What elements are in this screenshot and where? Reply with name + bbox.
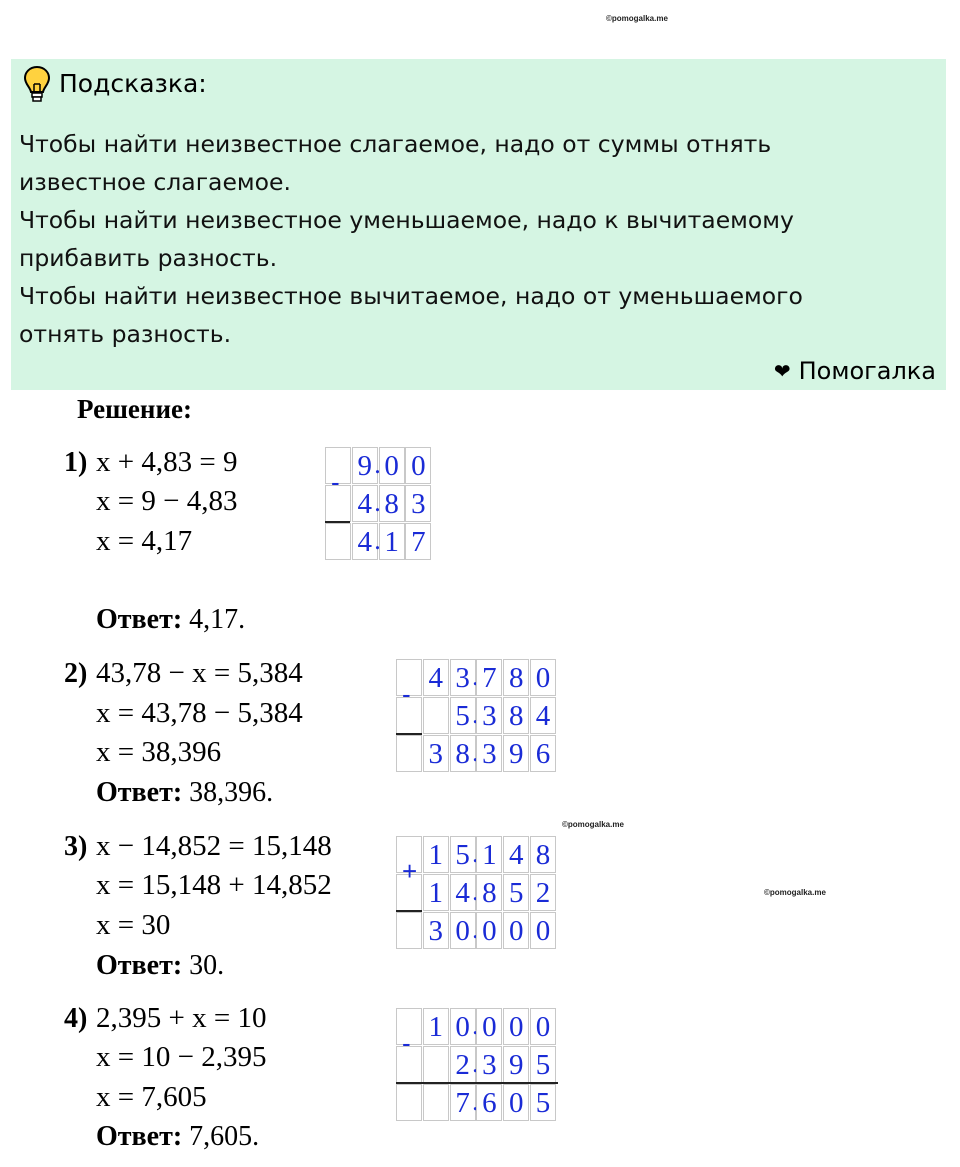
grid-cell: 3 bbox=[423, 735, 449, 772]
grid-cell: 1 bbox=[423, 836, 449, 873]
grid-cell: 6 bbox=[530, 735, 556, 772]
grid-cell: 0 bbox=[379, 447, 405, 484]
heart-icon: ❤ bbox=[773, 359, 791, 383]
grid-cell: 0 bbox=[476, 912, 502, 949]
grid-cell: 1 bbox=[423, 874, 449, 911]
decimal-point: . bbox=[374, 488, 381, 517]
grid-cell: 3 . bbox=[450, 659, 476, 696]
equation-line: x = 7,605 bbox=[96, 1081, 207, 1113]
result-line bbox=[396, 910, 422, 912]
grid-cell: 3 bbox=[476, 1046, 502, 1083]
equation-line: x = 10 − 2,395 bbox=[96, 1041, 267, 1073]
grid-cell bbox=[423, 1046, 449, 1083]
result-line bbox=[325, 521, 350, 523]
equation-line: x − 14,852 = 15,148 bbox=[96, 830, 332, 862]
grid-cell: 4 bbox=[423, 659, 449, 696]
equation-line: x = 38,396 bbox=[96, 736, 222, 768]
decimal-point: . bbox=[472, 662, 479, 691]
hint-box bbox=[11, 59, 946, 390]
answer bbox=[96, 1121, 259, 1153]
grid-cell: 0 . bbox=[450, 1008, 476, 1045]
problem-number: 2) bbox=[64, 658, 88, 689]
decimal-point: . bbox=[472, 700, 479, 729]
equation-line: 2,395 + x = 10 bbox=[96, 1002, 267, 1034]
answer-value: 4,17. bbox=[182, 604, 246, 635]
result-line bbox=[396, 733, 422, 735]
grid-cell: 9 bbox=[503, 735, 529, 772]
brand bbox=[774, 357, 936, 385]
grid-cell: 0 bbox=[503, 1084, 529, 1121]
grid-cell bbox=[423, 1084, 449, 1121]
grid-cell: 5 bbox=[530, 1084, 556, 1121]
decimal-point: . bbox=[472, 1087, 479, 1116]
equation-line: x + 4,83 = 9 bbox=[96, 446, 238, 478]
hint-title: Подсказка: bbox=[59, 69, 207, 98]
grid-cell: 3 bbox=[476, 735, 502, 772]
grid-cell: 6 bbox=[476, 1084, 502, 1121]
lightbulb-icon bbox=[23, 65, 51, 103]
hint-line: известное слагаемое. bbox=[19, 168, 291, 196]
grid-cell: 7 bbox=[405, 523, 431, 560]
grid-cell: 0 bbox=[530, 912, 556, 949]
answer-label: Ответ: bbox=[96, 604, 183, 635]
decimal-point: . bbox=[472, 1011, 479, 1040]
equation-line: x = 9 − 4,83 bbox=[96, 485, 238, 517]
decimal-point: . bbox=[472, 1049, 479, 1078]
equation-line: x = 4,17 bbox=[96, 525, 193, 557]
answer-label: Ответ: bbox=[96, 1121, 183, 1152]
grid-cell: 2 bbox=[530, 874, 556, 911]
answer bbox=[96, 950, 224, 982]
hint-line: Чтобы найти неизвестное уменьшаемое, надо к вычитаемому bbox=[19, 206, 794, 234]
grid-cell: 0 bbox=[530, 1008, 556, 1045]
grid-cell: 8 bbox=[503, 659, 529, 696]
grid-cell: 4 . bbox=[352, 485, 378, 522]
answer-value: 7,605. bbox=[182, 1121, 260, 1152]
grid-cell bbox=[396, 912, 422, 949]
grid-cell: 0 bbox=[503, 1008, 529, 1045]
problem-number: 4) bbox=[64, 1003, 88, 1034]
grid-cell bbox=[396, 735, 422, 772]
grid-cell: 8 bbox=[476, 874, 502, 911]
grid-cell: 0 bbox=[405, 447, 431, 484]
grid-cell: 5 bbox=[530, 1046, 556, 1083]
equation-line: 43,78 − x = 5,384 bbox=[96, 657, 303, 689]
decimal-point: . bbox=[374, 450, 381, 479]
grid-cell: 8 bbox=[379, 485, 405, 522]
minus-sign: - bbox=[402, 679, 411, 709]
grid-cell: 5 bbox=[503, 874, 529, 911]
answer-label: Ответ: bbox=[96, 950, 183, 981]
grid-cell: 3 bbox=[476, 697, 502, 734]
decimal-point: . bbox=[472, 877, 479, 906]
decimal-point: . bbox=[374, 526, 381, 555]
minus-sign: - bbox=[331, 467, 340, 497]
hint-line: Чтобы найти неизвестное вычитаемое, надо от уменьшаемого bbox=[19, 282, 803, 310]
answer-value: 30. bbox=[182, 950, 225, 981]
equation-line: x = 15,148 + 14,852 bbox=[96, 869, 332, 901]
grid-cell: 1 bbox=[423, 1008, 449, 1045]
decimal-point: . bbox=[472, 738, 479, 767]
grid-cell: 3 bbox=[405, 485, 431, 522]
grid-cell: 7 bbox=[476, 659, 502, 696]
grid-cell: 0 bbox=[476, 1008, 502, 1045]
grid-cell: 7 . bbox=[450, 1084, 476, 1121]
answer-value: 38,396. bbox=[182, 777, 274, 808]
grid-cell: 9 bbox=[503, 1046, 529, 1083]
hint-line: Чтобы найти неизвестное слагаемое, надо от суммы отнять bbox=[19, 130, 772, 158]
grid-cell: 9 . bbox=[352, 447, 378, 484]
grid-cell: 1 bbox=[476, 836, 502, 873]
solution-title: Решение: bbox=[77, 394, 192, 424]
decimal-point: . bbox=[472, 915, 479, 944]
hint-text bbox=[19, 125, 924, 353]
answer-label: Ответ: bbox=[96, 777, 183, 808]
grid-cell: 8 bbox=[503, 697, 529, 734]
minus-sign: - bbox=[402, 1028, 411, 1058]
decimal-point: . bbox=[472, 839, 479, 868]
grid-cell: 5 . bbox=[450, 697, 476, 734]
grid-cell bbox=[396, 1084, 422, 1121]
grid-cell: 0 bbox=[503, 912, 529, 949]
brand-name: Помогалка bbox=[798, 357, 936, 385]
equation-line: x = 43,78 − 5,384 bbox=[96, 697, 303, 729]
hint-line: прибавить разность. bbox=[19, 244, 278, 272]
grid-cell: 0 . bbox=[450, 912, 476, 949]
grid-cell: 1 bbox=[379, 523, 405, 560]
result-line bbox=[396, 1082, 558, 1084]
grid-cell bbox=[423, 697, 449, 734]
grid-cell: 0 bbox=[530, 659, 556, 696]
grid-cell: 3 bbox=[423, 912, 449, 949]
grid-cell bbox=[325, 523, 351, 560]
watermark-middle: ©pomogalka.me bbox=[562, 820, 624, 829]
watermark-top: ©pomogalka.me bbox=[606, 14, 668, 23]
answer bbox=[96, 604, 245, 636]
grid-cell: 5 . bbox=[450, 836, 476, 873]
grid-cell: 4 bbox=[530, 697, 556, 734]
equation-line: x = 30 bbox=[96, 909, 171, 941]
plus-sign: + bbox=[402, 856, 418, 886]
problem-number: 1) bbox=[64, 447, 88, 478]
grid-cell: 8 . bbox=[450, 735, 476, 772]
grid-cell: 4 . bbox=[352, 523, 378, 560]
grid-cell: 2 . bbox=[450, 1046, 476, 1083]
answer bbox=[96, 777, 273, 809]
grid-cell: 8 bbox=[530, 836, 556, 873]
grid-cell: 4 bbox=[503, 836, 529, 873]
problem-number: 3) bbox=[64, 831, 88, 862]
hint-line: отнять разность. bbox=[19, 320, 232, 348]
watermark-right: ©pomogalka.me bbox=[764, 888, 826, 897]
grid-cell: 4 . bbox=[450, 874, 476, 911]
